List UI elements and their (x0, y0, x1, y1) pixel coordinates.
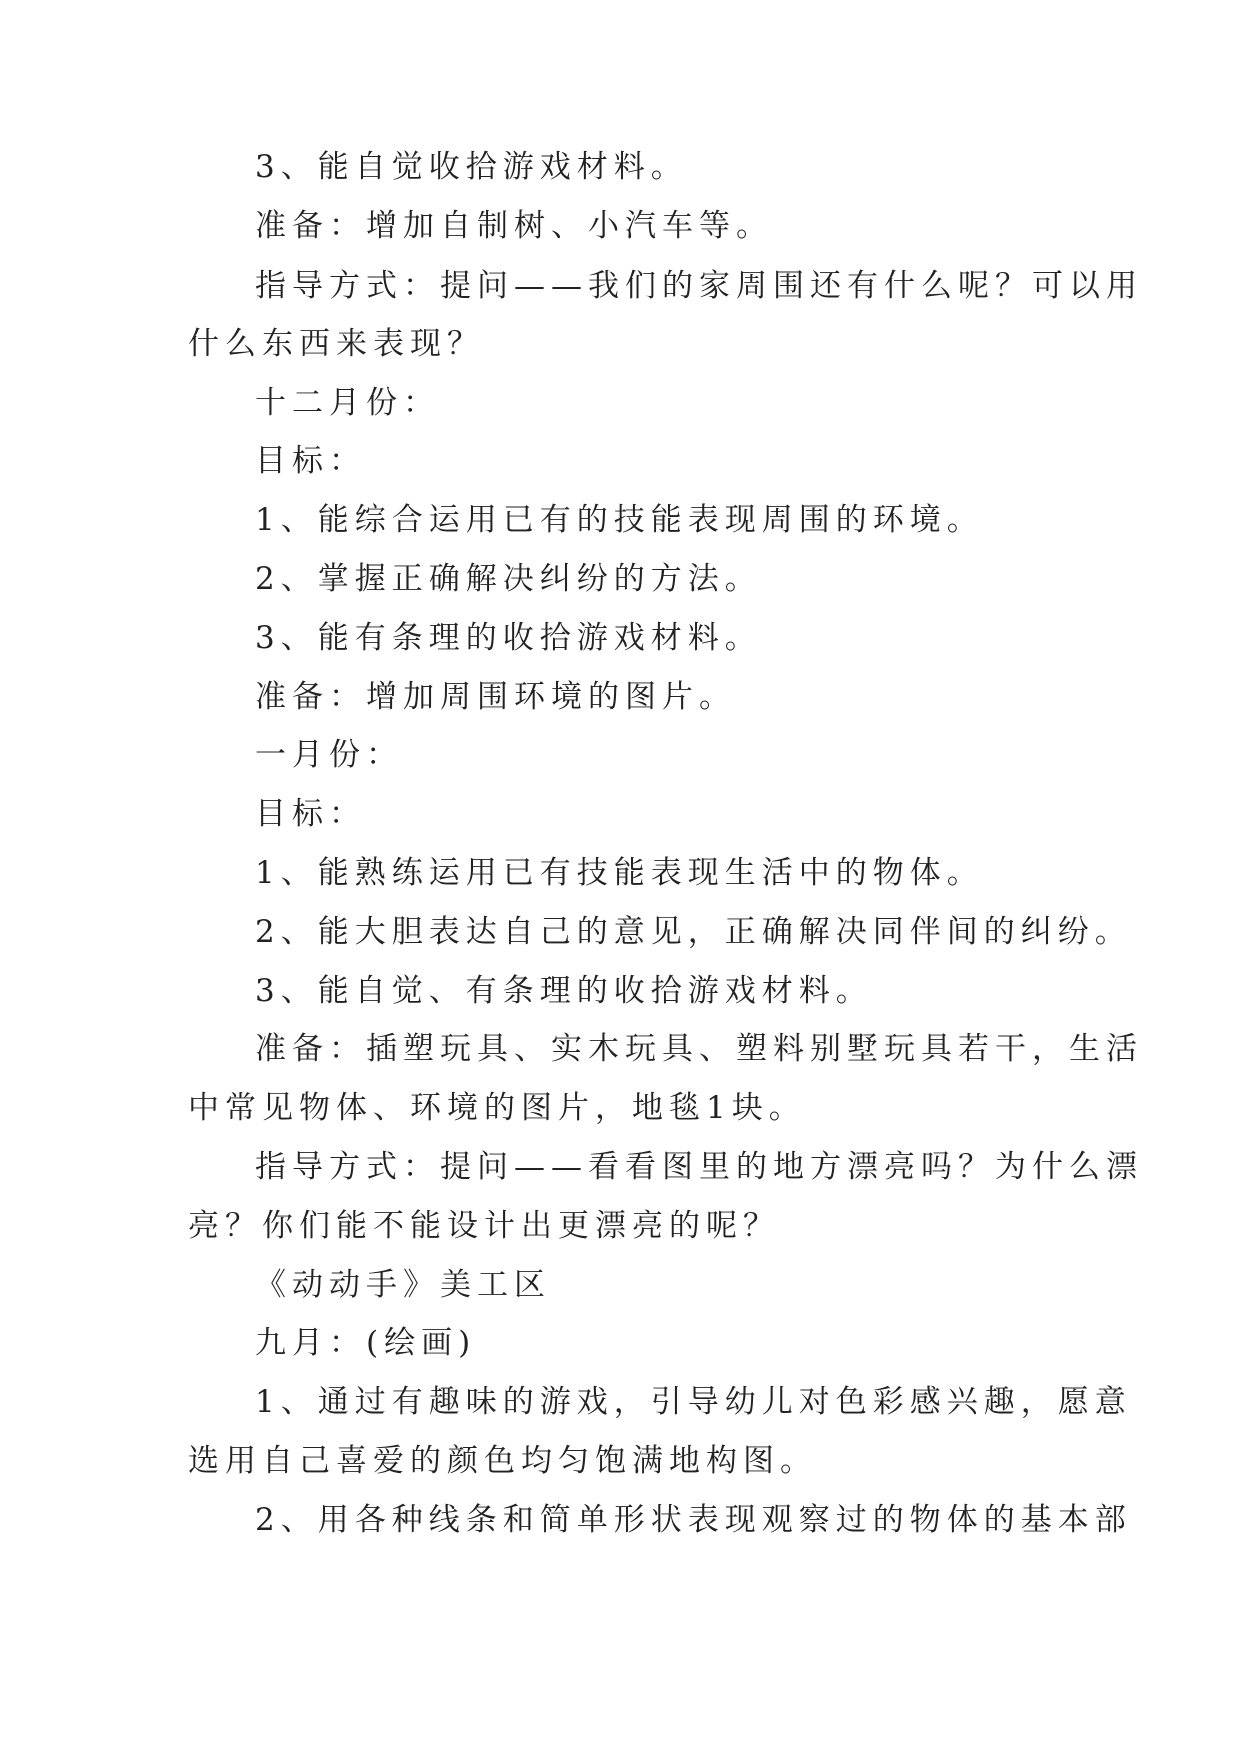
text-line: 选用自己喜爱的颜色均匀饱满地构图。 (188, 1443, 817, 1479)
text-line: 2、用各种线条和简单形状表现观察过的物体的基本部 (255, 1502, 1132, 1538)
text-line: 3、能有条理的收拾游戏材料。 (255, 620, 762, 656)
text-line: 准备：插塑玩具、实木玩具、塑料别墅玩具若干，生活 (255, 1031, 1143, 1067)
text-line: 指导方式：提问——看看图里的地方漂亮吗？为什么漂 (255, 1149, 1143, 1185)
text-line: 目标： (255, 443, 366, 479)
text-line: 1、能熟练运用已有技能表现生活中的物体。 (255, 855, 984, 891)
text-line: 1、能综合运用已有的技能表现周围的环境。 (255, 502, 984, 538)
section-heading: 《动动手》美工区 (255, 1267, 551, 1303)
text-line: 指导方式：提问——我们的家周围还有什么呢？可以用 (255, 268, 1143, 304)
text-line: 2、掌握正确解决纠纷的方法。 (255, 561, 762, 597)
text-line: 目标： (255, 796, 366, 832)
text-line: 3、能自觉、有条理的收拾游戏材料。 (255, 973, 873, 1009)
text-line: 什么东西来表现？ (188, 326, 484, 362)
text-line: 准备：增加自制树、小汽车等。 (255, 208, 773, 244)
text-line: 九月：(绘画) (255, 1325, 477, 1361)
text-line: 1、通过有趣味的游戏，引导幼儿对色彩感兴趣，愿意 (255, 1384, 1132, 1420)
text-line: 2、能大胆表达自己的意见，正确解决同伴间的纠纷。 (255, 914, 1132, 950)
text-line: 准备：增加周围环境的图片。 (255, 679, 736, 715)
text-line: 中常见物体、环境的图片，地毯1块。 (188, 1090, 806, 1126)
text-line: 十二月份： (255, 385, 440, 421)
text-line: 一月份： (255, 737, 403, 773)
text-line: 3、能自觉收拾游戏材料。 (255, 149, 688, 185)
text-line: 亮？你们能不能设计出更漂亮的呢？ (188, 1208, 780, 1244)
